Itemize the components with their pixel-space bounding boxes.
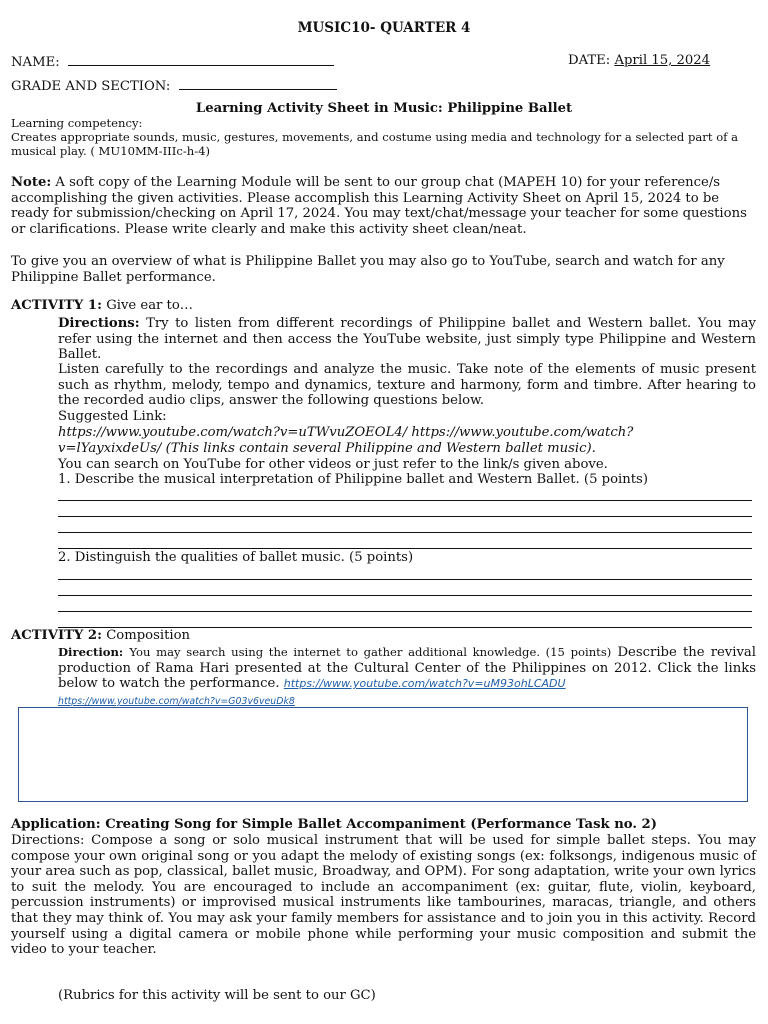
question-2: 2. Distinguish the qualities of ballet music. (5 points) bbox=[58, 550, 414, 565]
application-directions-text: Compose a song or solo musical instrument that will be used for simple ballet steps. You may compose your own original song or you adapt the melody of existing songs (ex: folksongs, indigenous music of your area such as pop, classical, ballet music, Broadway, and OPM). For song adaptation, write your own lyrics to suit the melody. You are encouraged to include an accompaniment (ex: guitar, flute, violin, keyboard, percussion instruments) or improvised musical instruments like tambourines, maracas, triangle, and others that they may think of. You may ask your family members for assistance and to join you in this activity. Record yourself using a digital camera or mobile phone while performing your music composition and submit the video to your teacher. bbox=[11, 833, 756, 958]
note-text: A soft copy of the Learning Module will be sent to our group chat (MAPEH 10) for your reference/s accomplishing the given activities. Please accomplish this Learning Activity Sheet on April 15, 2024 to be ready for submission/checking on April 17, 2024. You may text/chat/message your teacher for some questions or clarifications. Please write clearly and make this activity sheet clean/neat. bbox=[11, 175, 747, 237]
grade-label: GRADE AND SECTION: bbox=[11, 79, 171, 94]
suggested-link-2-url[interactable]: v=lYayxixdeUs/ bbox=[58, 441, 162, 456]
activity2-heading bbox=[11, 628, 190, 644]
answer-line[interactable] bbox=[58, 595, 752, 596]
suggested-link-label: Suggested Link: bbox=[58, 409, 167, 424]
application-directions bbox=[11, 833, 756, 958]
search-instructions: You can search on YouTube for other videos or just refer to the link/s given above. bbox=[58, 457, 608, 472]
competency-label: Learning competency: bbox=[11, 116, 143, 130]
rubrics-note: (Rubrics for this activity will be sent to our GC) bbox=[58, 988, 376, 1003]
application-directions-label: Directions: bbox=[11, 833, 85, 848]
name-field bbox=[11, 53, 334, 71]
answer-box[interactable] bbox=[18, 707, 748, 802]
activity2-link-1[interactable]: https://www.youtube.com/watch?v=uM93ohLCADU bbox=[283, 677, 566, 691]
activity1-directions-label: Directions: bbox=[58, 316, 140, 331]
answer-line[interactable] bbox=[58, 532, 752, 533]
name-label: NAME: bbox=[11, 55, 60, 70]
activity1-directions-text: Try to listen from different recordings of Philippine ballet and Western ballet. You may refer using the internet and then access the YouTube website, just simply type Philippine and Western Ballet. bbox=[58, 316, 756, 363]
answer-line[interactable] bbox=[58, 516, 752, 517]
activity2-direction-label: Direction: bbox=[58, 645, 124, 659]
suggested-link-2 bbox=[58, 441, 756, 457]
date-field bbox=[568, 53, 710, 69]
activity2-direction-text: Describe the revival production of Rama Hari presented at the Cultural Center of the Philippines on 2012. Click the links below to watch the performance. bbox=[58, 645, 757, 692]
answer-line[interactable] bbox=[58, 500, 752, 501]
question-1: 1. Describe the musical interpretation of Philippine ballet and Western Ballet. (5 points) bbox=[58, 472, 648, 487]
activity1-title: Give ear to… bbox=[106, 298, 193, 313]
answer-line[interactable] bbox=[58, 579, 752, 580]
activity2-title: Composition bbox=[106, 628, 191, 643]
date-label: DATE: bbox=[568, 53, 611, 68]
activity1-directions bbox=[58, 316, 756, 363]
activity1-heading bbox=[11, 298, 193, 314]
application-heading: Application: Creating Song for Simple Ballet Accompaniment (Performance Task no. 2) bbox=[11, 817, 657, 832]
suggested-link-note: (This links contain several Philippine and Western ballet music). bbox=[165, 441, 596, 456]
note-label: Note: bbox=[11, 175, 52, 190]
sheet-heading: Learning Activity Sheet in Music: Philippine Ballet bbox=[195, 101, 573, 116]
page-title: MUSIC10- QUARTER 4 bbox=[297, 20, 471, 36]
suggested-link-1[interactable]: https://www.youtube.com/watch?v=uTWvuZOEOL4/ https://www.youtube.com/watch? bbox=[58, 425, 634, 440]
note-paragraph bbox=[11, 175, 756, 237]
answer-line[interactable] bbox=[58, 548, 752, 549]
competency-text: Creates appropriate sounds, music, gestures, movements, and costume using media and technology for a selected part of a musical play. ( MU10MM-IIIc-h-4) bbox=[11, 130, 739, 158]
activity2-direction-small: You may search using the internet to gather additional knowledge. (15 points) bbox=[129, 645, 612, 659]
grade-blank bbox=[179, 77, 337, 90]
name-blank bbox=[68, 53, 334, 66]
activity2-link-2[interactable]: https://www.youtube.com/watch?v=G03v6veuDk8 bbox=[58, 696, 295, 707]
activity2-label: ACTIVITY 2: bbox=[11, 628, 102, 643]
activity1-listen: Listen carefully to the recordings and analyze the music. Take note of the elements of music present such as rhythm, melody, tempo and dynamics, texture and harmony, form and timbre. After hearing to the recorded audio clips, answer the following questions below. bbox=[58, 362, 756, 409]
date-value: April 15, 2024 bbox=[614, 53, 711, 68]
grade-field bbox=[11, 77, 337, 95]
overview-paragraph: To give you an overview of what is Philippine Ballet you may also go to YouTube, search and watch for any Philippine Ballet performance. bbox=[11, 254, 725, 285]
activity1-label: ACTIVITY 1: bbox=[11, 298, 102, 313]
activity2-direction bbox=[58, 645, 756, 692]
answer-line[interactable] bbox=[58, 611, 752, 612]
